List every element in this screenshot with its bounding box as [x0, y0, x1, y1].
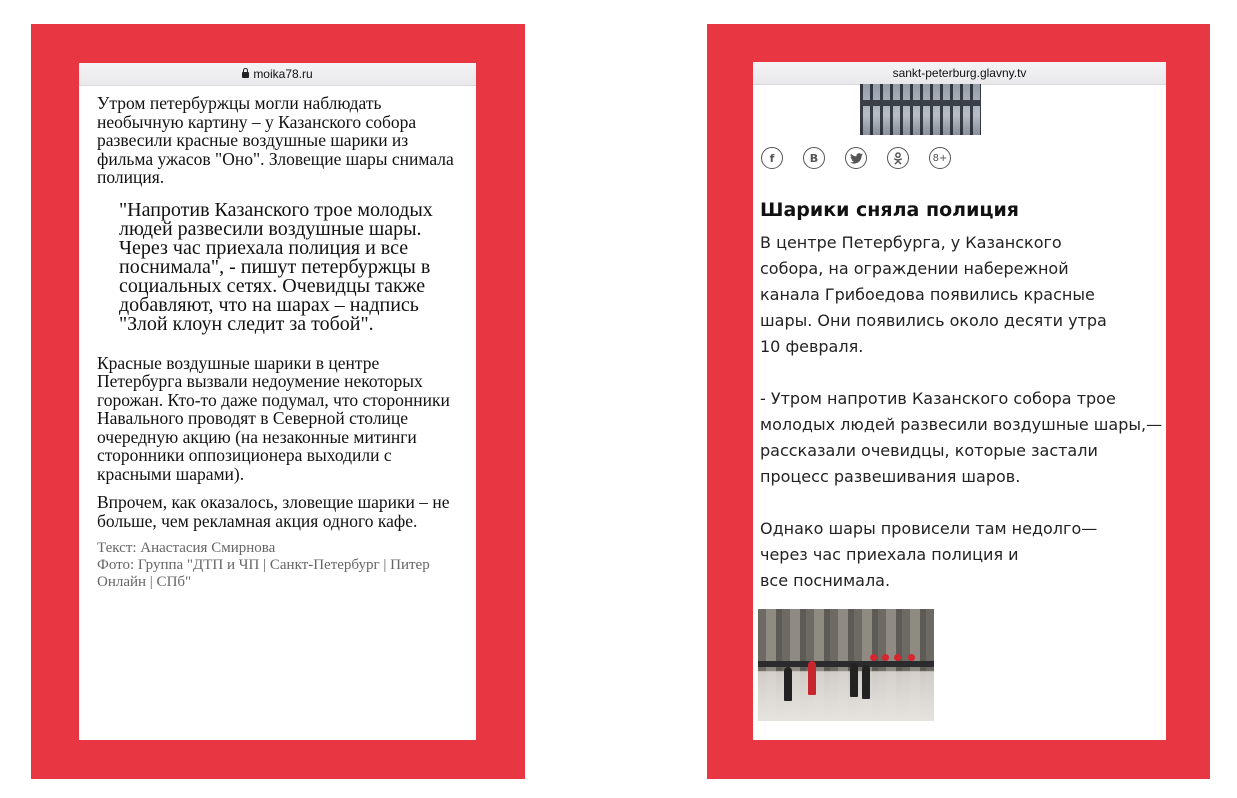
photo-person [784, 667, 792, 701]
left-article-screen [79, 63, 476, 740]
photo-balloon [908, 654, 915, 661]
twitter-icon[interactable] [845, 147, 867, 169]
right-paragraph-2: - Утром напротив Казанского собора трое молодых людей развесили воздушные шары,— рассказали очевидцы, которые застали процесс развешивания шаров. [760, 389, 1163, 486]
facebook-icon[interactable]: f [761, 147, 783, 169]
left-paragraph-2: Красные воздушные шарики в центре Петербурга вызвали недоумение некоторых горожан. Кто-то даже подумал, что сторонники Навального проводят в Северной столице очередную акцию (на незаконные митинги сторонники оппозиционера выходили с красными шарами). [97, 352, 450, 484]
left-article-body [79, 86, 476, 591]
google-plus-icon[interactable]: 8+ [929, 147, 951, 169]
photo-balloon [882, 654, 889, 661]
left-intro-paragraph: Утром петербуржцы могли наблюдать необычную картину – у Казанского собора развесили красные воздушные шарики из фильма ужасов "Оно". Зловещие шары снимала полиция. [97, 93, 454, 187]
right-article-heading: Шарики сняла полиция [760, 199, 1019, 221]
left-credit-photo: Фото: Группа "ДТП и ЧП | Санкт-Петербург | Питер Онлайн | СПб" [97, 557, 430, 590]
left-url-text: moika78.ru [253, 67, 313, 81]
lock-icon [242, 72, 249, 78]
right-article-body [760, 198, 1166, 620]
photo-balloon [894, 654, 901, 661]
right-paragraph-1: В центре Петербурга, у Казанского собора, на ограждении набережной канала Грибоедова появились красные шары. Они появились около десяти утра 10 февраля. [760, 233, 1107, 356]
odnoklassniki-icon[interactable] [887, 147, 909, 169]
embankment-photo-top[interactable] [860, 84, 981, 135]
left-credits [97, 540, 462, 591]
photo-railing [758, 661, 934, 667]
photo-person [862, 665, 870, 699]
vk-icon[interactable]: B [803, 147, 825, 169]
left-url-bar[interactable] [79, 63, 476, 86]
right-url-bar[interactable] [753, 62, 1166, 85]
left-quote-block: "Напротив Казанского трое молодых людей развесили воздушные шары. Через час приехала полиция и все поснимала", - пишут петербуржцы в социальных сетях. Очевидцы также добавляют, что на шарах – надпись "Злой клоун следит за тобой". [119, 198, 433, 335]
right-url-text: sankt-peterburg.glavny.tv [892, 66, 1027, 80]
left-paragraph-3: Впрочем, как оказалось, зловещие шарики – не больше, чем рекламная акция одного кафе. [97, 492, 450, 531]
right-article-screen [753, 62, 1166, 740]
right-paragraph-3: Однако шары провисели там недолго— через час приехала полиция и все поснимала. [760, 519, 1098, 590]
left-credit-text: Текст: Анастасия Смирнова [97, 540, 276, 556]
photo-person [808, 661, 816, 695]
photo-balloon [870, 654, 877, 661]
photo-person [850, 663, 858, 697]
balloons-police-photo[interactable] [758, 609, 934, 721]
social-share-row [761, 147, 951, 169]
